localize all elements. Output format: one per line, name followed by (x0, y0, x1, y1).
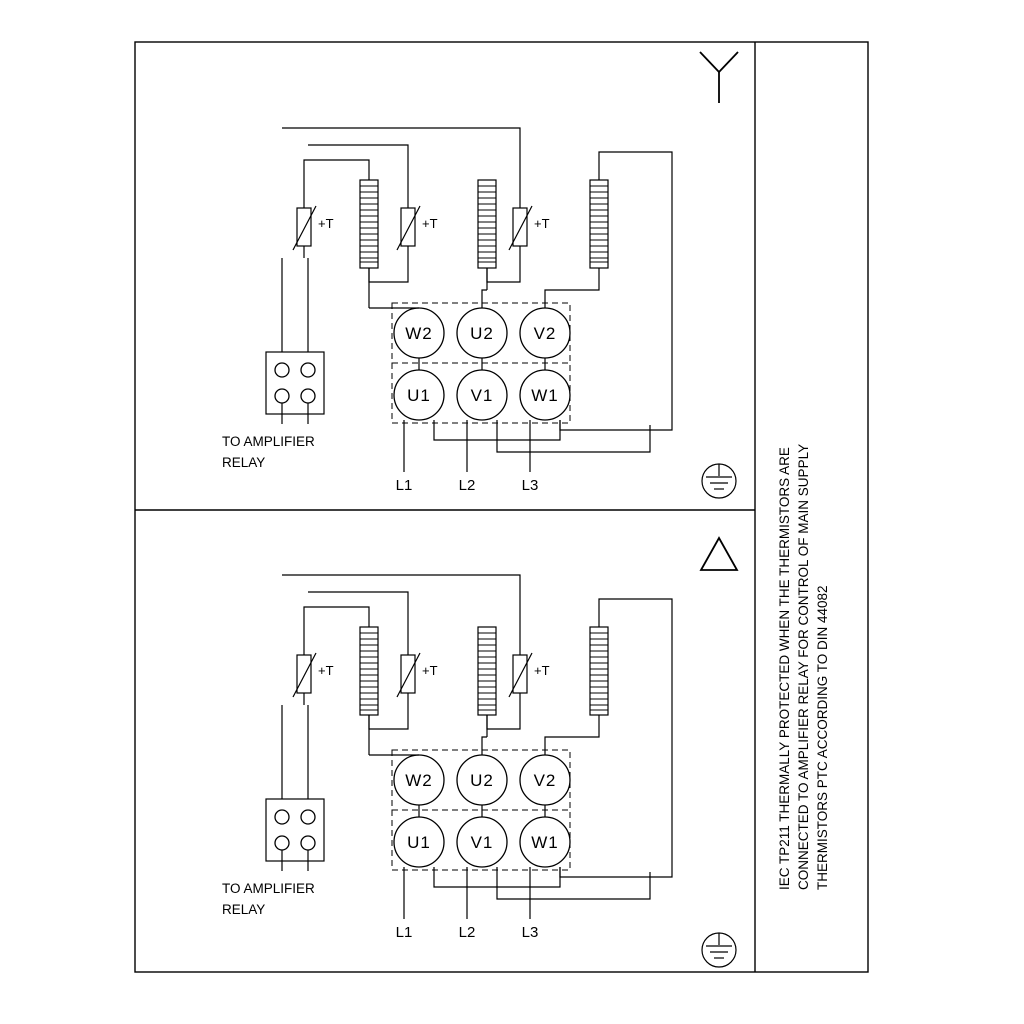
terminal-w1: W1 (531, 386, 559, 405)
amplifier-label-line-2: RELAY (222, 455, 266, 470)
winding-coils-delta (360, 627, 608, 715)
terminal-v2-delta: V2 (533, 771, 557, 790)
supply-label-l3: L3 (521, 477, 539, 494)
thermistor-label-3: +T (534, 216, 550, 231)
terminal-v1: V1 (470, 386, 494, 405)
terminal-w1-delta: W1 (531, 833, 559, 852)
terminal-u1-delta: U1 (407, 833, 431, 852)
supply-label-l1-delta: L1 (395, 924, 413, 941)
supply-label-l2: L2 (458, 477, 476, 494)
winding-coils-star (360, 180, 608, 268)
amplifier-label-line-2-delta: RELAY (222, 902, 266, 917)
note-line-3: THERMISTORS PTC ACCORDING TO DIN 44082 (815, 585, 830, 890)
panel-delta (222, 538, 737, 967)
terminal-u2: U2 (470, 324, 494, 343)
wiring-star (282, 128, 672, 472)
amplifier-terminal-block-star (266, 258, 324, 424)
terminal-v1-delta: V1 (470, 833, 494, 852)
thermistor-label-3-delta: +T (534, 663, 550, 678)
earth-ground-symbol-star (702, 464, 736, 498)
terminal-u2-delta: U2 (470, 771, 494, 790)
side-note-block (777, 444, 830, 890)
terminal-v2: V2 (533, 324, 557, 343)
thermistor-label-1: +T (318, 216, 334, 231)
wye-symbol (700, 52, 738, 103)
supply-label-l3-delta: L3 (521, 924, 539, 941)
delta-symbol (701, 538, 737, 570)
supply-label-l2-delta: L2 (458, 924, 476, 941)
thermistor-label-2-delta: +T (422, 663, 438, 678)
note-line-1: IEC TP211 THERMALLY PROTECTED WHEN THE THERMISTORS ARE (777, 447, 792, 890)
amplifier-label-line-1: TO AMPLIFIER (222, 434, 315, 449)
amplifier-label-line-1-delta: TO AMPLIFIER (222, 881, 315, 896)
wiring-delta (282, 575, 672, 919)
earth-ground-symbol-delta (702, 933, 736, 967)
terminal-w2-delta: W2 (405, 771, 433, 790)
panel-star (222, 52, 738, 498)
supply-label-l1: L1 (395, 477, 413, 494)
thermistor-label-2: +T (422, 216, 438, 231)
terminal-u1: U1 (407, 386, 431, 405)
thermistor-label-1-delta: +T (318, 663, 334, 678)
amplifier-terminal-block-delta (266, 705, 324, 871)
note-line-2: CONNECTED TO AMPLIFIER RELAY FOR CONTROL OF MAIN SUPPLY (796, 443, 811, 890)
terminal-w2: W2 (405, 324, 433, 343)
